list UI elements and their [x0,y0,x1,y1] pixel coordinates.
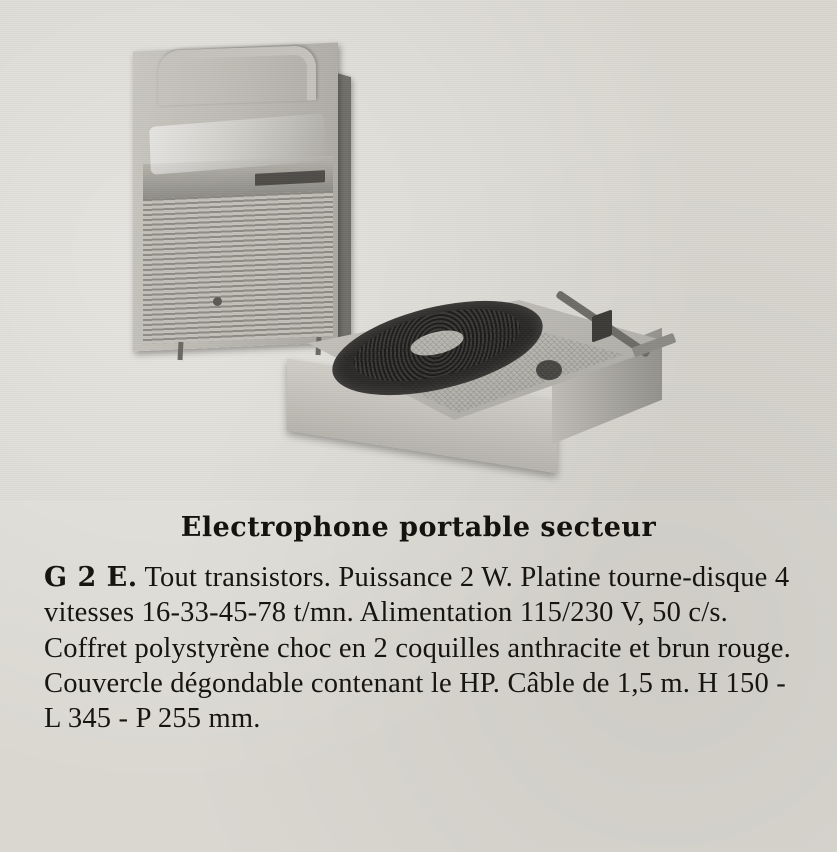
case-foot [178,342,184,360]
product-caption: Electrophone portable secteur [180,512,657,543]
description-text: Tout transistors. Puissance 2 W. Platine tourne-disque 4 vitesses 16-33-45-78 t/mn. Alimentation 115/230 V, 50 c/s. Coffret polystyrène choc en 2 coquilles anthracite et brun rouge. Couvercle dégondable contenant le HP. Câble de 1,5 m. H 150 - L 345 - P 255 mm. [44,562,791,735]
speaker-grille [143,191,333,344]
tonearm-base [536,360,562,380]
carry-handle [158,45,316,106]
product-description [44,560,799,737]
model-code: G 2 E. [44,562,138,593]
